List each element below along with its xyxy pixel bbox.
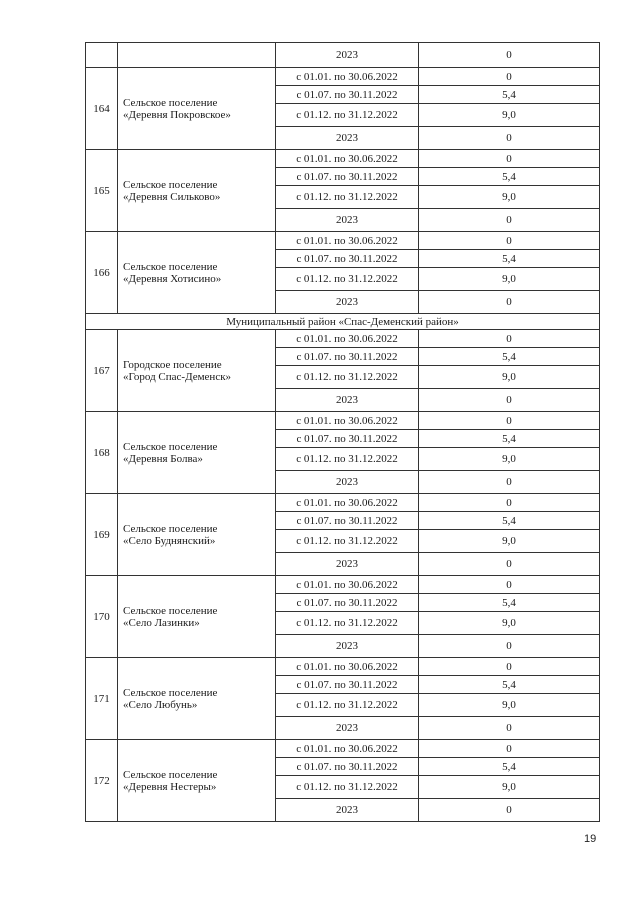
cell-name <box>118 43 276 68</box>
settlement-name <box>118 150 276 232</box>
cell-period: с 01.01. по 30.06.2022 <box>276 740 419 758</box>
cell-value: 9,0 <box>419 776 600 799</box>
cell-period: 2023 <box>276 471 419 494</box>
cell-value: 0 <box>419 389 600 412</box>
settlement-name <box>118 658 276 740</box>
settlement-type: Сельское поселение <box>123 522 218 535</box>
settlement-name <box>118 330 276 412</box>
region-header-row <box>86 314 600 330</box>
table-row <box>86 68 600 86</box>
cell-period: с 01.12. по 31.12.2022 <box>276 448 419 471</box>
settlement-type: Сельское поселение <box>123 686 218 699</box>
cell-value: 0 <box>419 209 600 232</box>
row-number: 172 <box>86 740 118 822</box>
cell-value: 0 <box>419 68 600 86</box>
cell-period: с 01.12. по 31.12.2022 <box>276 186 419 209</box>
cell-period: с 01.01. по 30.06.2022 <box>276 576 419 594</box>
cell-value: 9,0 <box>419 268 600 291</box>
settlement-title: «Деревня Хотисино» <box>123 272 222 285</box>
settlement-name <box>118 232 276 314</box>
settlement-title: «Село Буднянский» <box>123 534 216 547</box>
cell-period: с 01.01. по 30.06.2022 <box>276 494 419 512</box>
settlement-type: Сельское поселение <box>123 440 218 453</box>
cell-value: 0 <box>419 553 600 576</box>
cell-period: 2023 <box>276 209 419 232</box>
region-header: Муниципальный район «Спас-Деменский район» <box>86 314 600 330</box>
cell-period: с 01.01. по 30.06.2022 <box>276 330 419 348</box>
settlement-name <box>118 68 276 150</box>
cell-period: 2023 <box>276 127 419 150</box>
cell-value: 0 <box>419 740 600 758</box>
table-row <box>86 494 600 512</box>
table-row <box>86 150 600 168</box>
table-row <box>86 330 600 348</box>
cell-value: 5,4 <box>419 676 600 694</box>
settlement-type: Сельское поселение <box>123 178 218 191</box>
cell-value: 5,4 <box>419 348 600 366</box>
settlement-title: «Деревня Сильково» <box>123 190 221 203</box>
cell-period: с 01.12. по 31.12.2022 <box>276 694 419 717</box>
cell-value: 9,0 <box>419 186 600 209</box>
cell-value: 0 <box>419 717 600 740</box>
cell-value: 0 <box>419 658 600 676</box>
cell-period: с 01.01. по 30.06.2022 <box>276 412 419 430</box>
cell-period: 2023 <box>276 43 419 68</box>
cell-period: с 01.07. по 30.11.2022 <box>276 594 419 612</box>
table-row <box>86 740 600 758</box>
settlement-name <box>118 740 276 822</box>
table-body <box>86 43 600 822</box>
cell-value: 0 <box>419 232 600 250</box>
cell-value: 5,4 <box>419 86 600 104</box>
cell-period: с 01.01. по 30.06.2022 <box>276 658 419 676</box>
row-number: 171 <box>86 658 118 740</box>
cell-number <box>86 43 118 68</box>
row-number: 168 <box>86 412 118 494</box>
cell-period: с 01.12. по 31.12.2022 <box>276 612 419 635</box>
table-row-continuation <box>86 43 600 68</box>
cell-period: с 01.07. по 30.11.2022 <box>276 430 419 448</box>
cell-period: с 01.12. по 31.12.2022 <box>276 776 419 799</box>
cell-period: с 01.07. по 30.11.2022 <box>276 512 419 530</box>
settlement-title: «Деревня Болва» <box>123 452 203 465</box>
table-row <box>86 412 600 430</box>
settlement-type: Сельское поселение <box>123 604 218 617</box>
row-number: 170 <box>86 576 118 658</box>
settlement-type: Сельское поселение <box>123 260 218 273</box>
cell-value: 0 <box>419 635 600 658</box>
settlement-title: «Город Спас-Деменск» <box>123 370 232 383</box>
cell-value: 0 <box>419 799 600 822</box>
settlement-name <box>118 494 276 576</box>
cell-period: с 01.07. по 30.11.2022 <box>276 250 419 268</box>
cell-value: 9,0 <box>419 612 600 635</box>
cell-value: 5,4 <box>419 758 600 776</box>
cell-period: 2023 <box>276 635 419 658</box>
settlement-type: Сельское поселение <box>123 768 218 781</box>
cell-value: 0 <box>419 494 600 512</box>
settlement-type: Городское поселение <box>123 358 222 371</box>
cell-period: 2023 <box>276 717 419 740</box>
cell-period: с 01.07. по 30.11.2022 <box>276 86 419 104</box>
table-row <box>86 576 600 594</box>
cell-period: с 01.07. по 30.11.2022 <box>276 676 419 694</box>
settlement-title: «Село Лазинки» <box>123 616 200 629</box>
cell-value: 5,4 <box>419 250 600 268</box>
cell-value: 0 <box>419 43 600 68</box>
cell-value: 9,0 <box>419 530 600 553</box>
table-row <box>86 658 600 676</box>
cell-period: 2023 <box>276 553 419 576</box>
page-number: 19 <box>584 833 597 845</box>
row-number: 164 <box>86 68 118 150</box>
cell-value: 0 <box>419 471 600 494</box>
cell-period: с 01.07. по 30.11.2022 <box>276 348 419 366</box>
row-number: 169 <box>86 494 118 576</box>
cell-value: 0 <box>419 576 600 594</box>
cell-period: с 01.12. по 31.12.2022 <box>276 268 419 291</box>
cell-period: с 01.01. по 30.06.2022 <box>276 232 419 250</box>
cell-period: с 01.12. по 31.12.2022 <box>276 366 419 389</box>
settlement-name <box>118 576 276 658</box>
cell-value: 0 <box>419 291 600 314</box>
cell-period: с 01.01. по 30.06.2022 <box>276 68 419 86</box>
table-row <box>86 232 600 250</box>
cell-value: 9,0 <box>419 694 600 717</box>
settlement-title: «Село Любунь» <box>123 698 198 711</box>
cell-value: 5,4 <box>419 430 600 448</box>
row-number: 166 <box>86 232 118 314</box>
cell-value: 5,4 <box>419 168 600 186</box>
cell-value: 9,0 <box>419 366 600 389</box>
cell-period: 2023 <box>276 799 419 822</box>
cell-value: 5,4 <box>419 512 600 530</box>
cell-period: 2023 <box>276 389 419 412</box>
tariff-table <box>85 42 600 822</box>
cell-period: 2023 <box>276 291 419 314</box>
cell-value: 9,0 <box>419 104 600 127</box>
row-number: 167 <box>86 330 118 412</box>
cell-period: с 01.01. по 30.06.2022 <box>276 150 419 168</box>
settlement-title: «Деревня Покровское» <box>123 108 231 121</box>
settlement-name <box>118 412 276 494</box>
cell-value: 0 <box>419 330 600 348</box>
cell-value: 0 <box>419 150 600 168</box>
cell-value: 0 <box>419 412 600 430</box>
cell-period: с 01.07. по 30.11.2022 <box>276 758 419 776</box>
cell-value: 5,4 <box>419 594 600 612</box>
cell-period: с 01.12. по 31.12.2022 <box>276 104 419 127</box>
cell-value: 0 <box>419 127 600 150</box>
settlement-type: Сельское поселение <box>123 96 218 109</box>
settlement-title: «Деревня Нестеры» <box>123 780 217 793</box>
cell-period: с 01.07. по 30.11.2022 <box>276 168 419 186</box>
row-number: 165 <box>86 150 118 232</box>
cell-period: с 01.12. по 31.12.2022 <box>276 530 419 553</box>
cell-value: 9,0 <box>419 448 600 471</box>
